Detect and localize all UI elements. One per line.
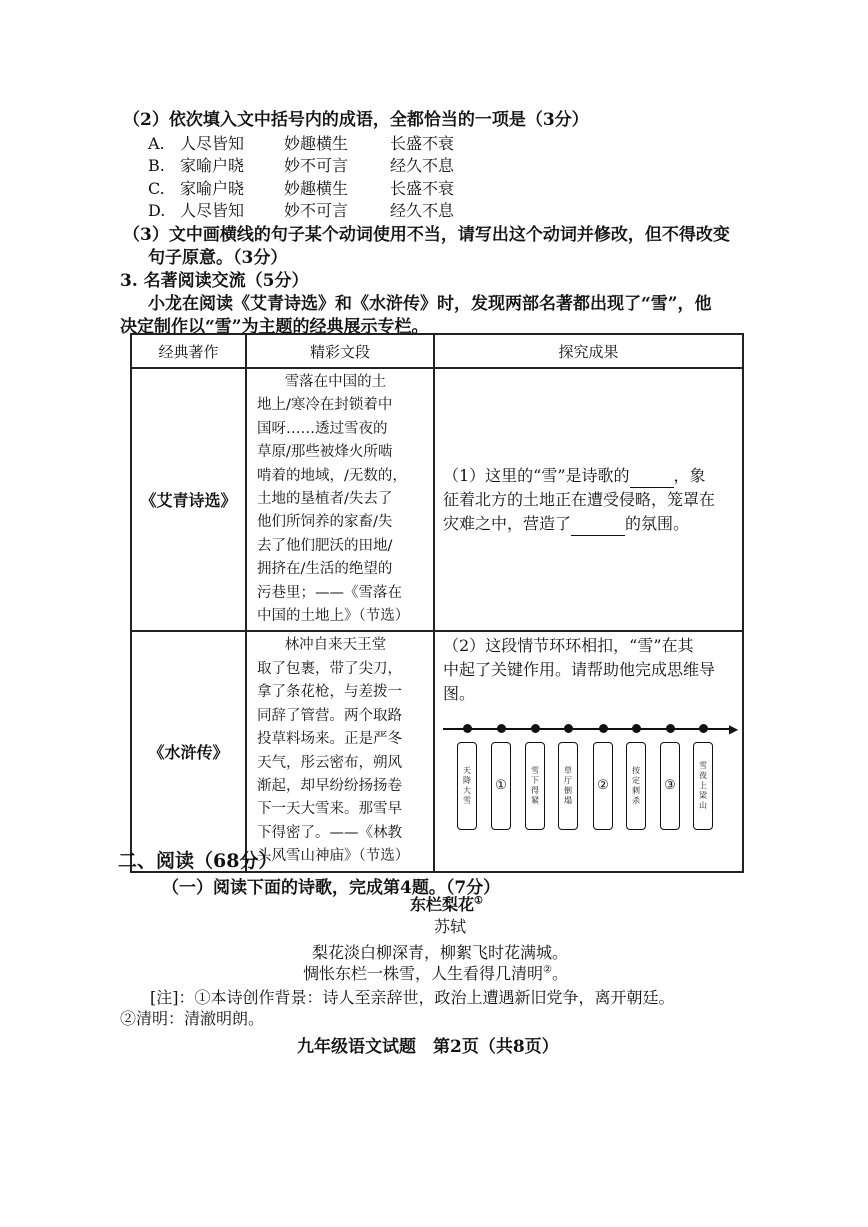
option-letter: A. xyxy=(148,134,165,153)
option-letter: B. xyxy=(148,156,165,175)
question-2-stem: （2）依次填入文中括号内的成语，全都恰当的一项是（3分） xyxy=(123,110,589,130)
table-header-row xyxy=(131,334,743,368)
excerpt-line: 土地的垦植者/失去了 xyxy=(257,491,393,508)
result-line: （1）这里的“雪”是诗歌的 xyxy=(443,465,630,485)
classics-table xyxy=(130,333,744,873)
footnote-marker: ② xyxy=(543,964,552,976)
flow-step: 雪夜上梁山 xyxy=(693,742,713,830)
excerpt-line: 渐起，却早纷纷扬扬卷 xyxy=(257,777,402,794)
excerpt-line: 污巷里；——《雪落在 xyxy=(257,584,402,601)
option-word: 长盛不衰 xyxy=(390,134,455,153)
header-work: 经典著作 xyxy=(131,334,246,368)
result-text xyxy=(435,464,742,536)
option-word: 妙不可言 xyxy=(284,156,349,175)
work-title: 《水浒传》 xyxy=(131,631,246,871)
excerpt-line: 天气，彤云密布，朔风 xyxy=(257,754,402,771)
excerpt-line: 下得密了。——《林教 xyxy=(257,824,402,841)
mind-map xyxy=(437,714,737,854)
option-a xyxy=(148,131,454,154)
poem-title xyxy=(410,892,483,915)
result-line: 的氛围。 xyxy=(625,513,690,533)
timeline-dot xyxy=(497,724,506,733)
option-word: 家喻户晓 xyxy=(180,179,245,198)
part-2-subtitle: （一）阅读下面的诗歌，完成第4题。（7分） xyxy=(162,878,501,898)
page-footer: 九年级语文试题 第2页（共8页） xyxy=(297,1037,559,1057)
question-3-line1: （3）文中画横线的句子某个动词使用不当，请写出这个动词并修改，但不得改变 xyxy=(123,225,730,245)
excerpt-line: 投草料场来。正是严冬 xyxy=(257,731,402,748)
result-line: ，象 xyxy=(673,465,706,485)
flow-step: 天降大雪 xyxy=(457,742,477,830)
table-row xyxy=(131,631,743,871)
section-3-intro-line2: 决定制作以“雪”为主题的经典展示专栏。 xyxy=(120,317,429,337)
answer-blank[interactable] xyxy=(571,535,625,536)
excerpt-line: 林冲自来天王堂 xyxy=(257,637,387,654)
result-cell xyxy=(434,368,743,631)
result-line: 图。 xyxy=(443,684,476,704)
timeline-dot xyxy=(632,724,641,733)
poem-line-1: 梨花淡白柳深青，柳絮飞时花满城。 xyxy=(312,943,569,962)
option-word: 经久不息 xyxy=(390,201,455,220)
note-line-1: [注]：①本诗创作背景：诗人至亲辞世，政治上遭遇新旧党争，离开朝廷。 xyxy=(150,988,675,1007)
result-line: 中起了关键作用。请帮助他完成思维导 xyxy=(443,660,716,680)
poem-line-text: 惆怅东栏一株雪，人生看得几清明 xyxy=(303,964,544,983)
flow-step-blank[interactable]: ② xyxy=(593,742,613,830)
timeline-dot xyxy=(463,724,472,733)
excerpt-line: 下一天大雪来。那雪早 xyxy=(257,801,402,818)
flow-step-blank[interactable]: ① xyxy=(491,742,511,830)
result-line: 征着北方的土地正在遭受侵略，笼罩在 xyxy=(443,489,716,509)
arrow-right-icon: ▶ xyxy=(729,722,739,737)
poem-line-2 xyxy=(303,961,568,984)
timeline-dot xyxy=(666,724,675,733)
excerpt-line: 雪落在中国的土 xyxy=(257,374,387,390)
option-word: 妙趣横生 xyxy=(284,134,349,153)
timeline-dot xyxy=(531,724,540,733)
excerpt-line: 地上/寒冷在封锁着中 xyxy=(257,397,393,414)
work-title: 《艾青诗选》 xyxy=(131,368,246,631)
timeline-dot xyxy=(699,724,708,733)
option-c xyxy=(148,176,454,199)
excerpt-cell xyxy=(246,631,434,871)
excerpt-line: 取了包裹，带了尖刀， xyxy=(257,660,402,677)
section-3-title: 3. 名著阅读交流（5分） xyxy=(120,271,309,291)
excerpt-line: 中国的土地上》（节选） xyxy=(257,608,410,625)
result-line: 灾难之中，营造了 xyxy=(443,513,572,533)
option-letter: D. xyxy=(148,201,166,220)
timeline-dot xyxy=(564,724,573,733)
option-letter: C. xyxy=(148,179,165,198)
table-row xyxy=(131,368,743,631)
excerpt-line: 头风雪山神庙》（节选） xyxy=(257,848,410,865)
flow-step: 雪下得紧 xyxy=(525,742,545,830)
footnote-marker: ① xyxy=(474,895,483,907)
excerpt-line: 拥挤在/生活的绝望的 xyxy=(257,561,393,578)
section-3-intro-line1: 小龙在阅读《艾青诗选》和《水浒传》时，发现两部名著都出现了“雪”，他 xyxy=(148,294,712,314)
option-word: 经久不息 xyxy=(390,156,455,175)
excerpt-line: 他们所饲养的家畜/失 xyxy=(257,514,393,531)
excerpt-cell xyxy=(246,368,434,631)
excerpt-text xyxy=(247,369,433,630)
excerpt-line: 啃着的地域，/无数的， xyxy=(257,467,407,484)
excerpt-line: 草原/那些被烽火所啮 xyxy=(257,444,393,461)
header-excerpt: 精彩文段 xyxy=(246,334,434,368)
flow-step: 按定刺杀 xyxy=(626,742,646,830)
result-text xyxy=(435,632,742,706)
excerpt-text xyxy=(247,632,433,870)
excerpt-line: 拿了条花枪，与差拨一 xyxy=(257,684,402,701)
option-word: 人尽皆知 xyxy=(180,201,245,220)
result-cell xyxy=(434,631,743,871)
poem-title-text: 东栏梨花 xyxy=(410,895,475,914)
excerpt-line: 国呀……透过雪夜的 xyxy=(257,420,388,437)
poem-author: 苏轼 xyxy=(434,917,467,936)
option-word: 家喻户晓 xyxy=(180,156,245,175)
question-3-line2: 句子原意。（3分） xyxy=(148,248,288,268)
timeline-axis xyxy=(443,728,733,730)
poem-line-text: 。 xyxy=(551,964,568,983)
option-word: 长盛不衰 xyxy=(390,179,455,198)
excerpt-line: 去了他们肥沃的田地/ xyxy=(257,537,393,554)
timeline-dot xyxy=(599,724,608,733)
header-result: 探究成果 xyxy=(434,334,743,368)
flow-step-blank[interactable]: ③ xyxy=(660,742,680,830)
excerpt-line: 同辞了管营。两个取路 xyxy=(257,707,402,724)
note-line-2: ②清明：清澈明朗。 xyxy=(120,1009,265,1028)
option-word: 妙不可言 xyxy=(284,201,349,220)
option-b xyxy=(148,153,454,176)
option-word: 人尽皆知 xyxy=(180,134,245,153)
result-line: （2）这段情节环环相扣，“雪”在其 xyxy=(443,636,694,656)
part-2-title: 二、阅读（68分） xyxy=(118,850,278,872)
option-word: 妙趣横生 xyxy=(284,179,349,198)
flow-step: 草厅倒塌 xyxy=(558,742,578,830)
option-d xyxy=(148,198,454,221)
